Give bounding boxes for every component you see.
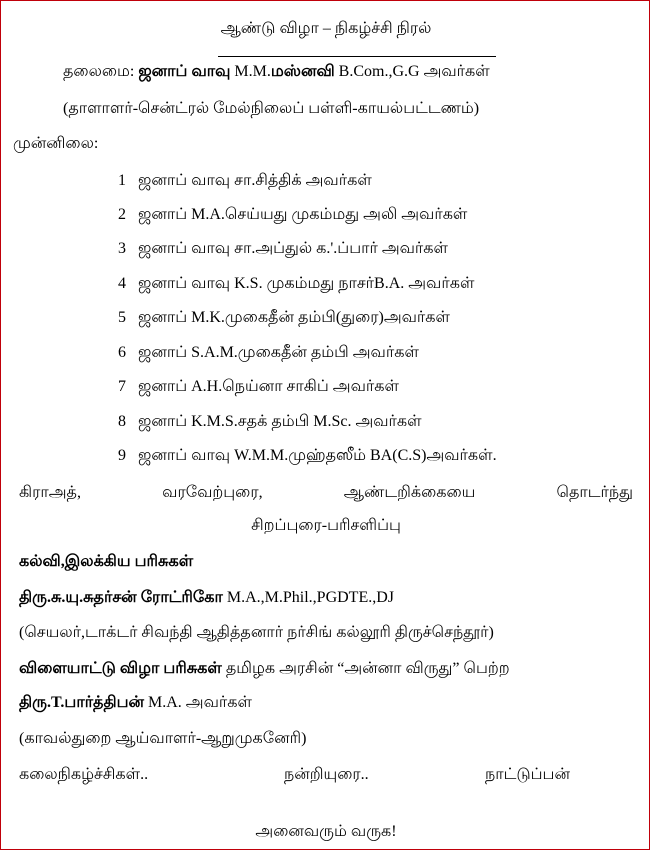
chair-initials: M.M. xyxy=(234,63,271,80)
chair-school: (தாளாளர்-சென்ட்ரல் மேல்நிலைப் பள்ளி-காயல்பட்டணம்) xyxy=(63,100,480,117)
presence-item: 9 ஜனாப் வாவு W.M.M.முஹ்தஸீம் BA(C.S)அவர்கள். xyxy=(118,447,497,464)
closing-item: நன்றியுரை.. xyxy=(284,766,369,783)
presence-item: 1 ஜனாப் வாவு சா.சித்திக் அவர்கள் xyxy=(118,172,372,189)
programme-row xyxy=(19,483,633,503)
presence-item: 5 ஜனாப் M.K.முகைதீன் தம்பி(துரை)அவர்கள் xyxy=(118,309,450,326)
chair-honorific: ஜனாப் வாவு xyxy=(138,63,231,80)
guest1-role: (செயலர்,டாக்டர் சிவந்தி ஆதித்தனார் நர்சிங் கல்லூரி திருச்செந்தூர்) xyxy=(19,624,494,641)
programme-item: தொடர்ந்து xyxy=(556,484,633,501)
chair-label: தலைமை: xyxy=(63,63,135,80)
programme-item: கிராஅத், xyxy=(19,484,81,501)
programme-item: ஆண்டறிக்கையை xyxy=(343,484,476,501)
guest1-name: திரு.சு.யு.சுதர்சன் ரோட்ரிகோ xyxy=(19,589,223,606)
chair-line xyxy=(63,62,490,82)
special-address: சிறப்புரை-பரிசளிப்பு xyxy=(251,517,401,534)
page-title: ஆண்டு விழா – நிகழ்ச்சி நிரல் xyxy=(220,20,432,37)
programme-item: வரவேற்புரை, xyxy=(162,484,263,501)
guest2-role: (காவல்துறை ஆய்வாளர்-ஆறுமுகனேரி) xyxy=(19,730,307,747)
guest2-line xyxy=(19,693,252,713)
guest2-name: திரு.T.பார்த்திபன் xyxy=(19,694,144,711)
chair-name: மஸ்னவி xyxy=(270,63,335,80)
sports-award-text: தமிழக அரசின் “அன்னா விருது” பெற்ற xyxy=(225,660,510,677)
guest1-quals: M.A.,M.Phil.,PGDTE.,DJ xyxy=(226,589,395,606)
presence-item: 6 ஜனாப் S.A.M.முகைதீன் தம்பி அவர்கள் xyxy=(118,344,419,361)
guest1-line xyxy=(19,588,394,608)
presence-item: 3 ஜனாப் வாவு சா.அப்துல் க.'.ப்பார் அவர்கள் xyxy=(118,240,448,257)
sports-line xyxy=(19,659,510,679)
closing-item: கலைநிகழ்ச்சிகள்.. xyxy=(19,766,149,783)
title-underline xyxy=(218,56,496,57)
chair-qualification: B.Com.,G.G xyxy=(338,63,420,80)
education-prizes-heading: கல்வி,இலக்கிய பரிசுகள் xyxy=(19,553,194,570)
presence-item: 4 ஜனாப் வாவு K.S. முகம்மது நாசர்B.A. அவர்கள் xyxy=(118,275,475,292)
closing-item: நாட்டுப்பன் xyxy=(485,766,570,783)
guest2-rest: M.A. அவர்கள் xyxy=(148,694,252,711)
welcome-text: அனைவரும் வருக! xyxy=(255,823,397,840)
sports-prizes-heading: விளையாட்டு விழா பரிசுகள் xyxy=(19,660,222,677)
presence-label: முன்னிலை: xyxy=(13,135,99,152)
presence-item: 7 ஜனாப் A.H.நெய்னா சாகிப் அவர்கள் xyxy=(118,378,399,395)
chair-suffix: அவர்கள் xyxy=(423,63,490,80)
presence-item: 2 ஜனாப் M.A.செய்யது முகம்மது அலி அவர்கள் xyxy=(118,206,468,223)
presence-item: 8 ஜனாப் K.M.S.சதக் தம்பி M.Sc. அவர்கள் xyxy=(118,413,422,430)
